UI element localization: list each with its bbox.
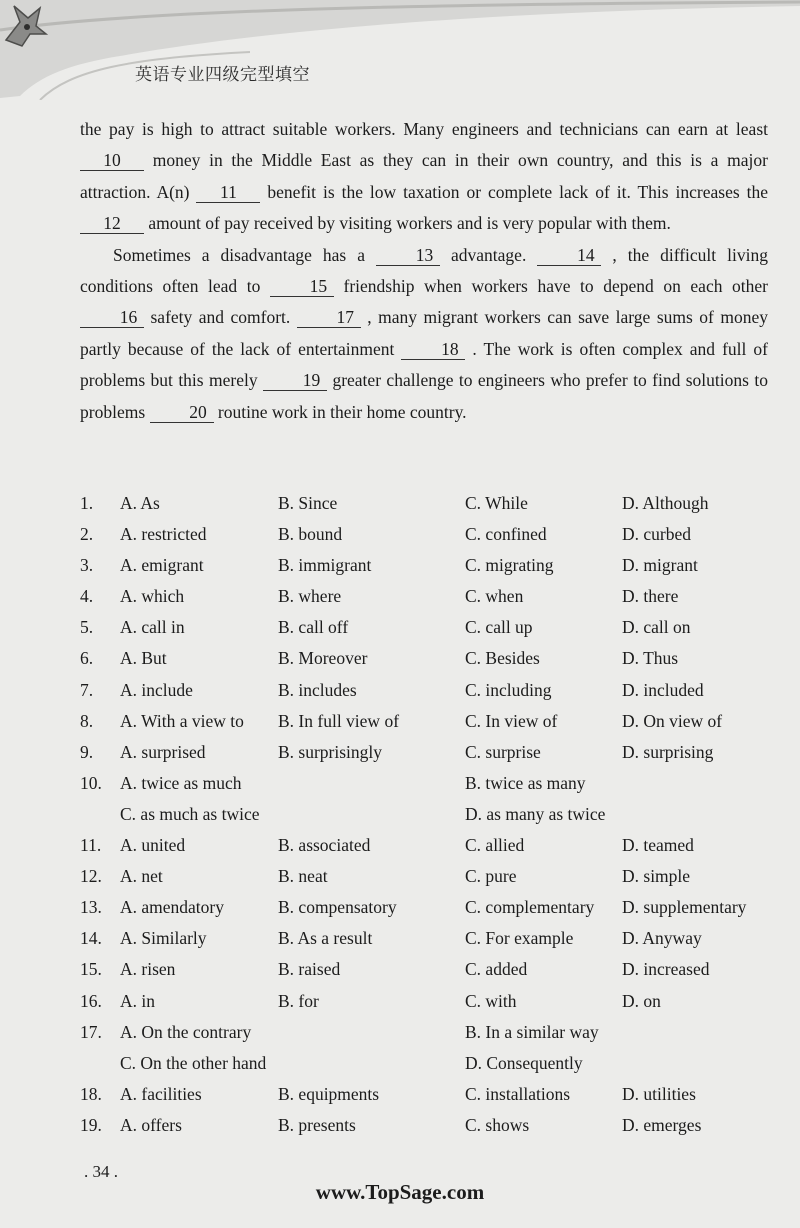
- option-row: [80, 1020, 780, 1051]
- passage-paragraph: Sometimes a disadvantage has a 13 advantage. 14 , the difficult living conditions often lead to 15 friendship when workers have to depend on each other 16 safety and comfort. 17 , many migrant workers can save large sums of money partly because of the lack of entertainment 18 . The work is often complex and full of problems but this merely 19 greater challenge to engineers who prefer to find solutions to problems 20 routine work in their home country.: [80, 244, 768, 422]
- option-a: A. risen: [120, 959, 176, 980]
- option-c: C. added: [465, 959, 528, 980]
- question-number: 2.: [80, 524, 94, 545]
- option-c: C. For example: [465, 928, 574, 949]
- option-a: A. include: [120, 679, 193, 700]
- blank-13: 13: [376, 245, 440, 266]
- question-number: 1.: [80, 493, 94, 513]
- option-a: A. which: [120, 586, 185, 607]
- option-a: A. twice as much: [120, 772, 242, 793]
- option-c: B. In a similar way: [465, 1021, 599, 1042]
- option-d: D. On view of: [622, 710, 723, 731]
- question-number: 17.: [80, 1021, 102, 1042]
- option-a: A. surprised: [120, 741, 206, 762]
- option-a: A. united: [120, 835, 186, 856]
- option-a: A. offers: [120, 1114, 182, 1135]
- option-row: [80, 989, 780, 1020]
- option-d: D. simple: [622, 866, 691, 887]
- question-number: 15.: [80, 959, 102, 980]
- question-number: 5.: [80, 617, 94, 638]
- option-row: [80, 1051, 780, 1082]
- option-row: [80, 833, 780, 864]
- option-b: B. includes: [278, 679, 357, 700]
- blank-18: 18: [401, 339, 465, 360]
- blank-11: 11: [196, 182, 260, 203]
- option-row: [80, 491, 780, 522]
- option-row: [80, 895, 780, 926]
- option-c: C. installations: [465, 1083, 570, 1104]
- option-a: C. as much as twice: [120, 803, 260, 824]
- option-b: B. presents: [278, 1114, 356, 1135]
- option-row: [80, 771, 780, 802]
- option-d: D. Thus: [622, 648, 679, 669]
- question-number: 11.: [80, 835, 102, 856]
- option-row: [80, 957, 780, 988]
- question-number: 8.: [80, 710, 94, 731]
- option-c: C. pure: [465, 866, 517, 887]
- question-number: 19.: [80, 1114, 102, 1135]
- option-a: A. With a view to: [120, 710, 244, 731]
- option-c: C. migrating: [465, 555, 554, 576]
- blank-19: 19: [263, 370, 327, 391]
- blank-20: 20: [150, 402, 214, 423]
- option-c: C. In view of: [465, 710, 558, 731]
- option-b: B. call off: [278, 617, 349, 638]
- option-row: [80, 522, 780, 553]
- blank-17: 17: [297, 307, 361, 328]
- option-b: B. immigrant: [278, 555, 372, 576]
- answer-options: [80, 491, 780, 1144]
- blank-10: 10: [80, 150, 144, 171]
- option-c: D. as many as twice: [465, 803, 606, 824]
- page-header: [0, 0, 800, 100]
- option-a: A. emigrant: [120, 555, 204, 576]
- option-row: [80, 864, 780, 895]
- option-b: B. surprisingly: [278, 741, 383, 762]
- question-number: 6.: [80, 648, 94, 669]
- option-c: C. confined: [465, 524, 547, 545]
- option-c: C. when: [465, 586, 524, 607]
- option-b: B. As a result: [278, 928, 373, 949]
- option-d: D. Although: [622, 493, 709, 513]
- option-c: C. including: [465, 679, 552, 700]
- question-number: 14.: [80, 928, 102, 949]
- question-number: 7.: [80, 679, 94, 700]
- option-row: [80, 1113, 780, 1144]
- option-b: B. Since: [278, 493, 338, 513]
- option-a: A. net: [120, 866, 163, 887]
- option-a: A. amendatory: [120, 897, 224, 918]
- blank-12: 12: [80, 213, 144, 234]
- option-row: [80, 926, 780, 957]
- option-a: A. On the contrary: [120, 1021, 252, 1042]
- option-row: [80, 615, 780, 646]
- option-d: D. emerges: [622, 1114, 702, 1135]
- option-c: C. Besides: [465, 648, 540, 669]
- option-c: C. surprise: [465, 741, 541, 762]
- cloze-passage: [80, 114, 768, 428]
- option-d: D. Anyway: [622, 928, 702, 949]
- option-row: [80, 709, 780, 740]
- option-row: [80, 802, 780, 833]
- option-b: B. Moreover: [278, 648, 368, 669]
- option-c: C. complementary: [465, 897, 595, 918]
- option-d: D. supplementary: [622, 897, 747, 918]
- option-b: B. In full view of: [278, 710, 400, 731]
- option-d: D. teamed: [622, 835, 694, 856]
- option-a: A. call in: [120, 617, 185, 638]
- question-number: 3.: [80, 555, 94, 576]
- question-number: 9.: [80, 741, 94, 762]
- option-c: C. with: [465, 990, 517, 1011]
- option-b: B. for: [278, 990, 319, 1011]
- question-number: 16.: [80, 990, 102, 1011]
- option-c: B. twice as many: [465, 772, 586, 793]
- option-b: B. neat: [278, 866, 328, 887]
- option-b: B. equipments: [278, 1083, 380, 1104]
- option-c: C. shows: [465, 1114, 530, 1135]
- option-a: A. restricted: [120, 524, 207, 545]
- option-d: D. there: [622, 586, 679, 607]
- option-a: A. in: [120, 990, 155, 1011]
- option-row: [80, 740, 780, 771]
- option-d: D. increased: [622, 959, 710, 980]
- option-b: B. bound: [278, 524, 343, 545]
- option-b: B. raised: [278, 959, 341, 980]
- option-b: B. associated: [278, 835, 371, 856]
- option-c: C. While: [465, 493, 528, 513]
- question-number: 18.: [80, 1083, 102, 1104]
- option-b: B. where: [278, 586, 342, 607]
- blank-16: 16: [80, 307, 144, 328]
- option-a: C. On the other hand: [120, 1052, 267, 1073]
- option-d: D. included: [622, 679, 704, 700]
- option-c: C. call up: [465, 617, 533, 638]
- question-number: 12.: [80, 866, 102, 887]
- option-a: A. As: [120, 493, 160, 513]
- header-title: 英语专业四级完型填空: [135, 65, 310, 85]
- option-a: A. facilities: [120, 1083, 202, 1104]
- option-row: [80, 678, 780, 709]
- passage-paragraph: the pay is high to attract suitable workers. Many engineers and technicians can earn at least 10 money in the Middle East as they can in their own country, and this is a major attraction. A(n) 11 benefit is the low taxation or complete lack of it. This increases the 12 amount of pay received by visiting workers and is very popular with them.: [80, 119, 769, 234]
- option-c: C. allied: [465, 835, 525, 856]
- option-d: D. on: [622, 990, 661, 1011]
- mascot-icon: [0, 0, 48, 50]
- option-d: D. migrant: [622, 555, 698, 576]
- option-row: [80, 1082, 780, 1113]
- footer-url: www.TopSage.com: [315, 1180, 485, 1204]
- option-row: [80, 553, 780, 584]
- option-b: B. compensatory: [278, 897, 397, 918]
- blank-15: 15: [270, 276, 334, 297]
- option-d: D. curbed: [622, 524, 692, 545]
- option-d: D. call on: [622, 617, 691, 638]
- page-number: . 34 .: [84, 1162, 118, 1181]
- question-number: 4.: [80, 586, 94, 607]
- option-d: D. surprising: [622, 741, 714, 762]
- header-swoosh: [0, 0, 800, 100]
- blank-14: 14: [537, 245, 601, 266]
- option-row: [80, 584, 780, 615]
- option-c: D. Consequently: [465, 1052, 583, 1073]
- option-d: D. utilities: [622, 1083, 696, 1104]
- option-row: [80, 646, 780, 677]
- option-a: A. But: [120, 648, 167, 669]
- option-a: A. Similarly: [120, 928, 207, 949]
- question-number: 10.: [80, 772, 102, 793]
- question-number: 13.: [80, 897, 102, 918]
